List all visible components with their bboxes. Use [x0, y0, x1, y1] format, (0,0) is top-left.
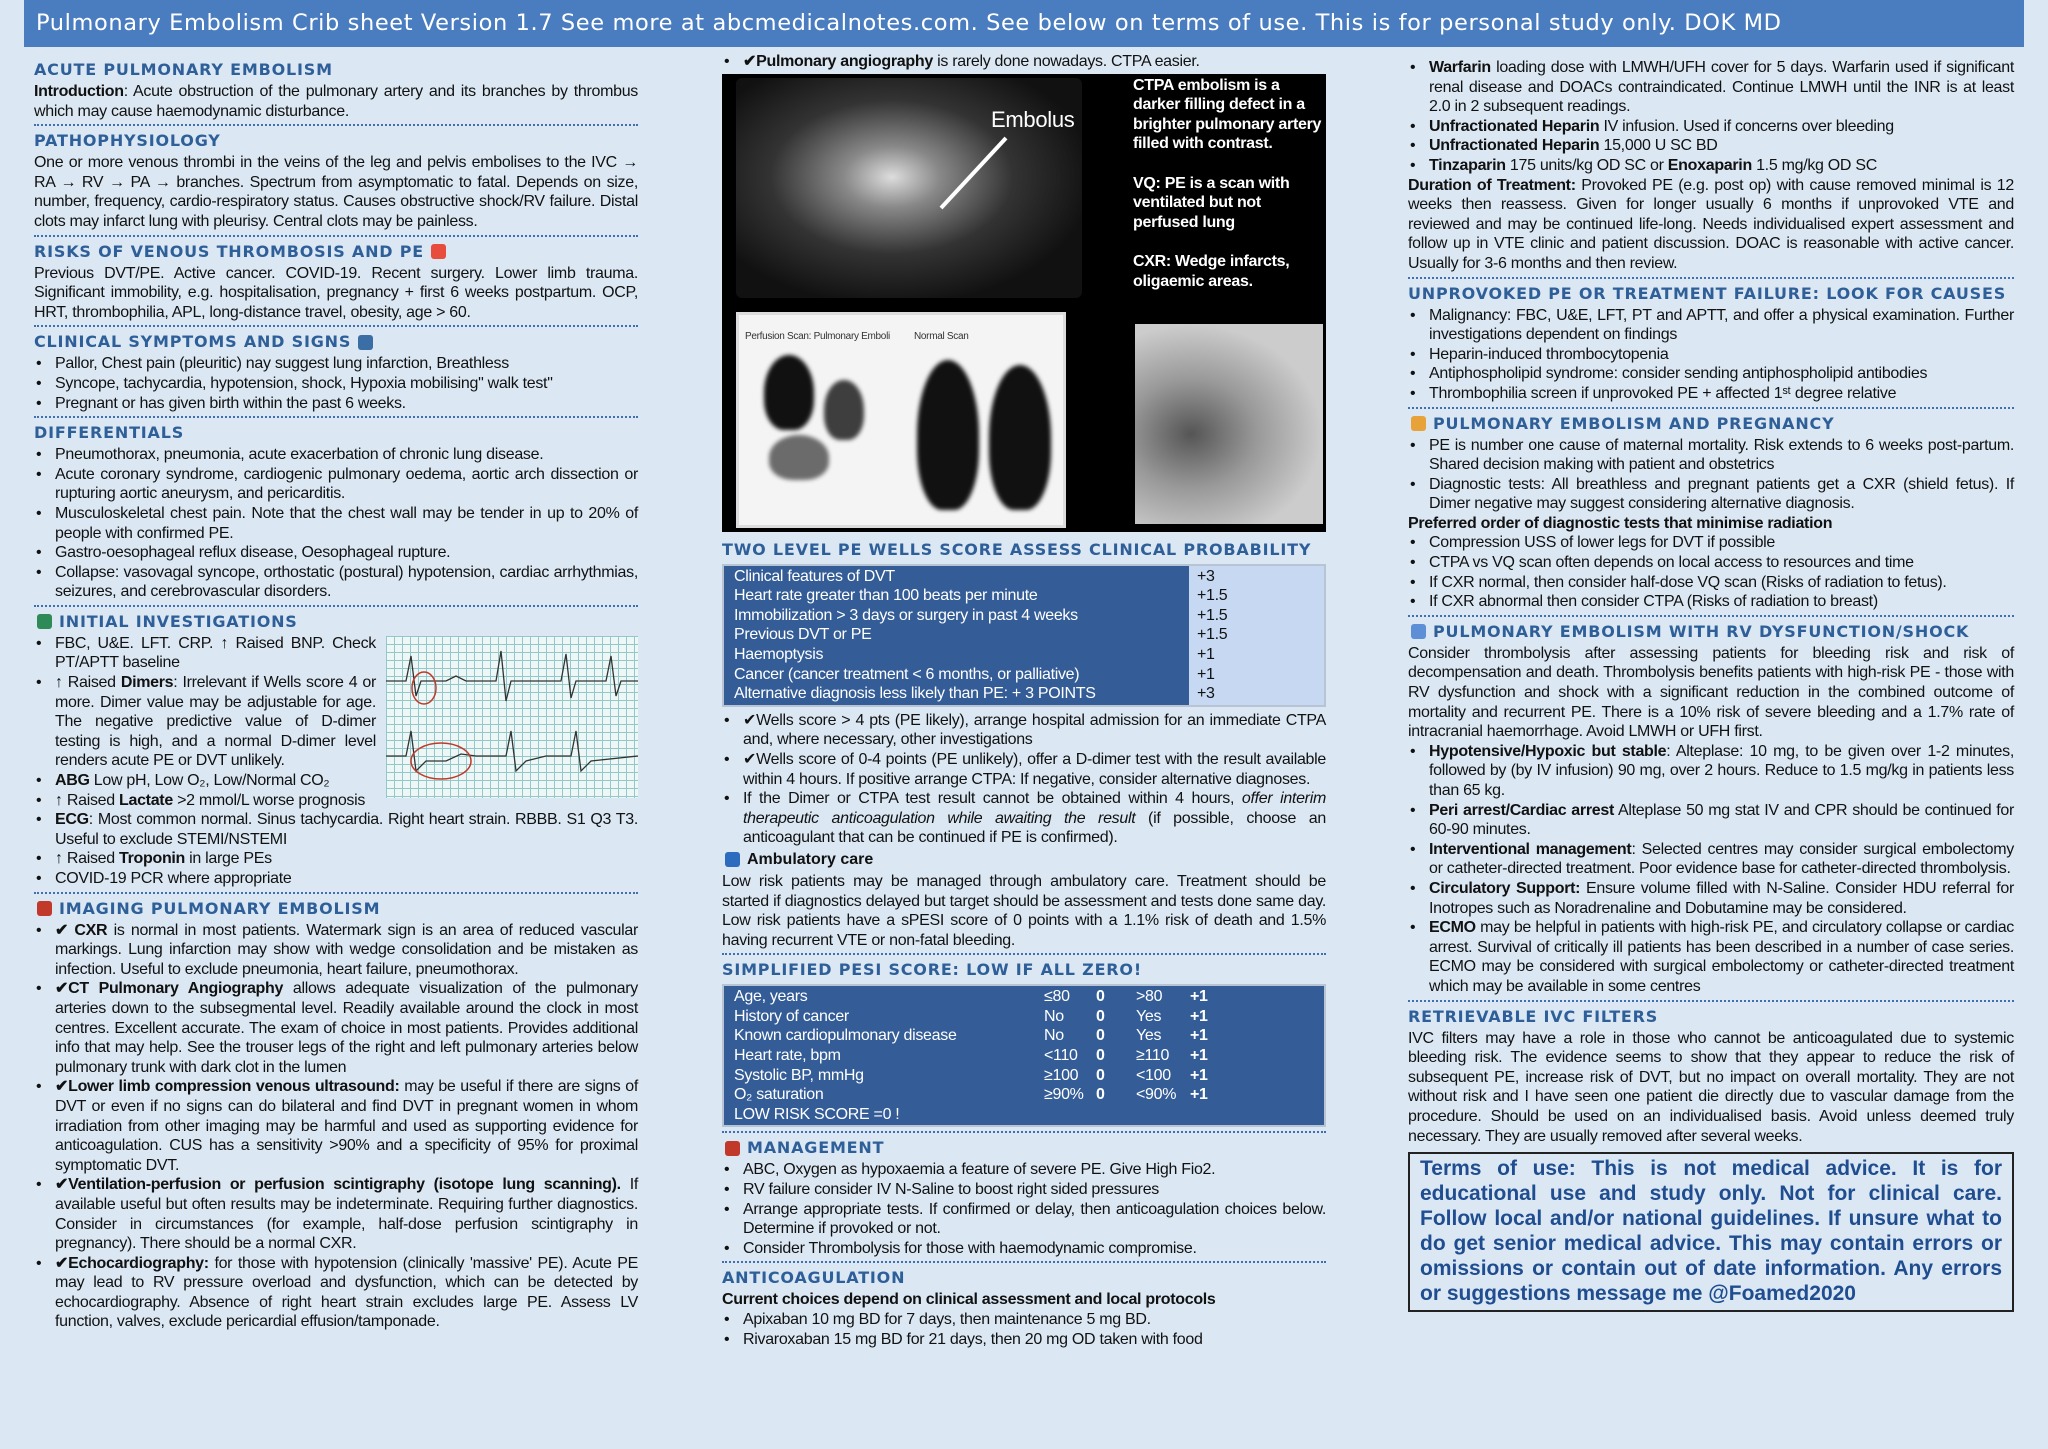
section-title: PULMONARY EMBOLISM AND PREGNANCY — [1433, 413, 1835, 433]
text-segment: COVID-19 PCR where appropriate — [55, 870, 292, 887]
wells-criterion: Haemoptysis — [734, 645, 824, 663]
section — [34, 892, 638, 1332]
test-tube-icon — [37, 614, 52, 629]
section — [1408, 407, 2014, 612]
section — [34, 325, 638, 413]
spesi-values — [1044, 1046, 1316, 1066]
section — [1408, 55, 2014, 274]
spesi-cell: ≥90% — [1044, 1086, 1084, 1104]
text-segment: >2 mmol/L worse prognosis — [172, 791, 366, 809]
text-segment: Consider thrombolysis after assessing patients for bleeding risk and risk of decompensation and death. Thrombolysis benefits patients with high-risk PE - those with RV dysfunction and shock with a significant reduction in the combined outcome of mortality and recurrent PE. There is a 10% risk of severe bleeding and a 1.7% rate of intracranial haemorrhage. Avoid LMWH or UFH first. — [1408, 644, 2014, 741]
text-segment: ✔Pulmonary angiography — [743, 53, 933, 70]
ambulatory-text: Low risk patients may be managed through ambulatory care. Treatment should be started if diagnostics delayed but target should be assessment and tests done same day. Low risk patients have a sPESI score of 0 points with a 1.1% risk of death and 1.5% having recurrent VTE or non-fatal bleeding. — [722, 872, 1326, 949]
list-item — [1408, 879, 2014, 918]
text-segment: Pregnant or has given birth within the past 6 weeks. — [55, 394, 406, 412]
terms-of-use: Terms of use: This is not medical advice. It is for educational use and study only. Not for clinical care. Follow local and/or national guidelines. If unsure what to do get senior medical advice. This may contain errors or omissions or contain out of date information. Any errors or suggestions message me @Foamed2020 — [1408, 1152, 2014, 1312]
wells-criterion: Cancer (cancer treatment < 6 months, or palliative) — [734, 665, 1080, 683]
section — [1408, 1000, 2014, 1147]
list-item — [34, 1077, 638, 1175]
text-segment: PE is number one cause of maternal mortality. Risk extends to 6 weeks post-partum. Shared decision making with patient and obstetrics — [1429, 436, 2014, 474]
list-item — [34, 634, 638, 673]
list-item — [1408, 306, 2014, 345]
bed-icon — [725, 1141, 740, 1156]
wells-points: +1 — [1197, 665, 1215, 683]
anticoagulation-subheading: Current choices depend on clinical assessment and local protocols — [722, 1291, 1216, 1309]
paragraph — [34, 153, 638, 231]
text-segment: CTPA vs VQ scan often depends on local access to resources and time — [1429, 554, 1914, 572]
list-item — [1408, 384, 2014, 404]
text-segment: (if possible, choose an anticoagulant that can be continued if PE is confirmed). — [743, 809, 1326, 847]
text-segment: ✔Echocardiography: — [55, 1254, 209, 1272]
list-item — [34, 563, 638, 602]
list-item — [34, 1175, 638, 1253]
list-item — [1408, 573, 2014, 593]
angiography-list — [722, 52, 1326, 72]
pregnancy-icon — [1411, 416, 1426, 431]
list-item — [1408, 840, 2014, 879]
text-segment: Previous DVT/PE. Active cancer. COVID-19. Recent surgery. Lower limb trauma. Significant immobility, e.g. hospitalisation, pregnancy + first 6 weeks postpartum. OCP, HRT, thrombophilia, APL, long-distance travel, obesity, age > 60. — [34, 264, 638, 321]
wells-criterion: Clinical features of DVT — [734, 567, 895, 585]
list-item — [1408, 533, 2014, 553]
text-segment: Provoked PE (e.g. post op) with cause removed minimal is 12 weeks then reassess. Given for longer usually 6 months if unprovoked VTE and reviewed and may be continued life-long. Needs individualised expert assessment and follow up in VTE clinic and patient discussion. DOAC is reasonable with active cancer. Usually for 3-6 months and then review. — [1408, 176, 2014, 272]
list-item — [1408, 156, 2014, 176]
text-segment: ↑ Raised — [55, 850, 119, 868]
spesi-values — [1044, 1026, 1316, 1046]
management-list — [722, 1160, 1326, 1258]
text-segment: ↑ Raised — [55, 791, 119, 809]
text-segment: Collapse: vasovagal syncope, orthostatic (postural) hypotension, cardiac arrhythmias, seizures, and cerebrovascular disorders. — [55, 563, 638, 601]
spesi-cell: ≤80 — [1044, 988, 1070, 1006]
spesi-values — [1044, 1007, 1316, 1027]
list-item — [722, 750, 1326, 789]
spesi-criterion: History of cancer — [734, 1007, 849, 1025]
text-segment: Circulatory Support: — [1429, 879, 1581, 897]
text-segment: ✔Lower limb compression venous ultrasound: — [55, 1078, 400, 1096]
text-segment: Malignancy: FBC, U&E, LFT, PT and APTT, and offer a physical examination. Further investigations dependent on findings — [1429, 306, 2014, 344]
spesi-cell: +1 — [1190, 1027, 1208, 1045]
management-heading — [722, 1136, 1326, 1160]
section — [34, 55, 638, 121]
spesi-values — [1044, 1085, 1316, 1105]
text-segment: is normal in most patients. Watermark sign is an area of reduced vascular markings. Lung infarction may show with wedge consolidation and be mistaken as infection. Useful to exclude pneumonia, heart failure, pneumothorax. — [55, 921, 639, 978]
spesi-cell: 0 — [1096, 1086, 1105, 1104]
list-item — [722, 1160, 1326, 1180]
list-item — [34, 354, 638, 374]
section — [1408, 277, 2014, 404]
section-heading — [34, 58, 638, 82]
text-segment: Consider Thrombolysis for those with haemodynamic compromise. — [743, 1239, 1197, 1257]
text-segment: : Irrelevant if Wells score 4 or more. Dimer value may be adjustable for age. The negative predictive value of D-dimer testing is high, and a normal D-dimer level renders acute PE or DVT unlikely. — [55, 674, 376, 770]
text-segment: loading dose with LMWH/UFH cover for 5 days. Warfarin used if significant renal disease and DOACs contraindicated. Continue LMWH until the INR is at least 2.0 in 2 subsequent readings. — [1429, 59, 2014, 116]
text-segment: IVC filters may have a role in those who cannot be anticoagulated due to systemic bleeding risk. The evidence seems to show that they appear to reduce the risk of subsequent PE, increase risk of DVT, but no impact on overall mortality. They are not without risk and I have seen one patient die directly due to vascular damage from the procedure. Should be used on an individualised basis. Avoid unless deemed truly necessary. They are usually removed after several weeks. — [1408, 1029, 2014, 1145]
text-segment: Unfractionated Heparin — [1429, 117, 1600, 135]
ctpa-image — [736, 78, 1082, 298]
spesi-cell: No — [1044, 1007, 1064, 1025]
section-heading — [1408, 412, 2014, 436]
text-segment: If CXR abnormal then consider CTPA (Risks of radiation to breast) — [1429, 593, 1878, 611]
text-segment: Enoxaparin — [1667, 156, 1752, 174]
page-title: Pulmonary Embolism Crib sheet Version 1.7 See more at abcmedicalnotes.com. See below on terms of use. This is for personal study only. DOK MD — [24, 0, 2024, 47]
anticoagulation-heading: ANTICOAGULATION — [722, 1268, 906, 1288]
spesi-cell: 0 — [1096, 1027, 1105, 1045]
wells-table — [722, 564, 1326, 707]
subheading: Preferred order of diagnostic tests that minimise radiation — [1408, 514, 1833, 532]
text-segment: allows adequate visualization of the pulmonary arteries down to the subsegmental level. Readily available around the clock in most centres. Excellent accurate. The exam of choice in most patients. Provides additional info that may help. See the trouser legs of the right and left pulmonary arteries below pulmonary trunk with dark clot in the lumen — [55, 980, 638, 1076]
list-item — [1408, 918, 2014, 996]
text-segment: Duration of Treatment: — [1408, 176, 1576, 194]
section-title: IMAGING PULMONARY EMBOLISM — [59, 898, 381, 918]
text-segment: ✔ CXR — [55, 921, 108, 939]
section-title: UNPROVOKED PE OR TREATMENT FAILURE: LOOK FOR CAUSES — [1408, 283, 2007, 303]
spesi-criterion: Systolic BP, mmHg — [734, 1066, 864, 1084]
list-item — [34, 543, 638, 563]
anticoagulation-section — [722, 1261, 1326, 1349]
spesi-cell: 0 — [1096, 1047, 1105, 1065]
text-segment: ✔CT Pulmonary Angiography — [55, 980, 284, 998]
wells-points: +1.5 — [1197, 626, 1228, 644]
paragraph — [1408, 1029, 2014, 1147]
text-segment: Gastro-oesophageal reflux disease, Oesophageal rupture. — [55, 544, 451, 562]
spesi-criterion: Known cardiopulmonary disease — [734, 1027, 957, 1045]
list-item — [34, 465, 638, 504]
section-heading — [1408, 620, 2014, 644]
list-item — [34, 673, 638, 771]
spesi-table — [722, 984, 1326, 1127]
spesi-cell: >80 — [1136, 988, 1163, 1006]
list-item — [34, 504, 638, 543]
wells-points: +1 — [1197, 645, 1215, 663]
list-item — [34, 791, 638, 811]
list-item — [34, 849, 638, 869]
text-segment: Pneumothorax, pneumonia, acute exacerbation of chronic lung disease. — [55, 446, 544, 464]
text-segment: Syncope, tachycardia, hypotension, shock, Hypoxia mobilising" walk test" — [55, 374, 553, 392]
section-heading — [34, 240, 638, 264]
vq-normal-label: Normal Scan — [914, 330, 969, 342]
text-segment: Warfarin — [1429, 59, 1491, 76]
column-left — [34, 52, 638, 1332]
column-middle — [722, 52, 1326, 1349]
list-item — [34, 771, 638, 791]
spesi-heading: SIMPLIFIED PESI SCORE: LOW IF ALL ZERO! — [722, 960, 1142, 980]
list-item — [34, 979, 638, 1077]
text-segment: in large PEs — [185, 850, 272, 868]
imaging-figure — [722, 74, 1326, 532]
text-segment: ↑ Raised — [55, 674, 121, 692]
section-title: DIFFERENTIALS — [34, 423, 185, 443]
text-segment: Compression USS of lower legs for DVT if possible — [1429, 534, 1776, 552]
section-heading — [1408, 1005, 2014, 1029]
section-heading — [34, 129, 638, 153]
spesi-criterion: LOW RISK SCORE =0 ! — [734, 1105, 900, 1123]
list-item — [722, 789, 1326, 848]
spesi-cell: <90% — [1136, 1086, 1177, 1104]
cxr-caption: CXR: Wedge infarcts, oligaemic areas. — [1133, 252, 1290, 290]
section-heading — [34, 421, 638, 445]
text-segment: Acute coronary syndrome, cardiogenic pulmonary oedema, aortic arch dissection or rupturing aortic aneurysm, and pericarditis. — [55, 465, 638, 503]
text-segment: Troponin — [119, 850, 186, 868]
spesi-values — [1044, 987, 1316, 1007]
section — [34, 605, 638, 889]
text-segment: : Acute obstruction of the pulmonary artery and its branches by thrombus which may cause haemodynamic disturbance. — [34, 83, 638, 120]
list-item — [34, 810, 638, 849]
spesi-cell: 0 — [1096, 1007, 1105, 1025]
text-segment: Low pH, Low O₂, Low/Normal CO₂ — [89, 772, 330, 790]
list-item — [722, 711, 1326, 750]
list-item — [1408, 801, 2014, 840]
text-segment: Diagnostic tests: All breathless and pregnant patients get a CXR (shield fetus). If Dimer negative may suggest considering alternative diagnosis. — [1429, 475, 2014, 513]
spesi-cell: Yes — [1136, 1007, 1162, 1025]
paragraph — [1408, 176, 2014, 274]
anticoagulation-list — [722, 1310, 1326, 1349]
text-segment: RV failure consider IV N-Saline to boost right sided pressures — [743, 1181, 1159, 1199]
management-section — [722, 1131, 1326, 1258]
text-segment: Hypotensive/Hypoxic but stable — [1429, 742, 1667, 760]
wells-points: +1.5 — [1197, 587, 1228, 605]
section — [1408, 615, 2014, 997]
spesi-values — [1044, 1105, 1316, 1125]
spesi-cell: +1 — [1190, 1047, 1208, 1065]
section-title: ACUTE PULMONARY EMBOLISM — [34, 60, 333, 79]
list-item — [1408, 553, 2014, 573]
spesi-cell: 0 — [1096, 988, 1105, 1006]
list-item — [722, 1200, 1326, 1239]
list-item — [722, 1180, 1326, 1200]
spesi-cell: +1 — [1190, 1066, 1208, 1084]
text-segment: ECG — [55, 811, 89, 829]
stethoscope-icon — [358, 335, 373, 350]
text-segment: Apixaban 10 mg BD for 7 days, then maintenance 5 mg BD. — [743, 1311, 1151, 1328]
wells-guidance-list — [722, 711, 1326, 848]
text-segment: 175 units/kg OD SC or — [1505, 156, 1668, 174]
text-segment: : Most common normal. Sinus tachycardia. Right heart strain. RBBB. S1 Q3 T3. Useful to exclude STEMI/NSTEMI — [55, 811, 638, 848]
spesi-cell: ≥110 — [1136, 1047, 1170, 1065]
text-segment: If CXR normal, then consider half-dose VQ scan (Risks of radiation to fetus). — [1429, 573, 1947, 591]
section-title: INITIAL INVESTIGATIONS — [59, 611, 298, 631]
text-segment: Thrombophilia screen if unprovoked PE + affected 1ˢᵗ degree relative — [1429, 384, 1897, 402]
spesi-criterion: Heart rate, bpm — [734, 1047, 841, 1065]
wells-criterion: Alternative diagnosis less likely than PE: + 3 POINTS — [734, 685, 1096, 703]
text-segment: Heparin-induced thrombocytopenia — [1429, 345, 1669, 363]
text-segment: Tinzaparin — [1429, 156, 1506, 174]
spesi-cell: <110 — [1044, 1047, 1078, 1065]
wells-criterion: Heart rate greater than 100 beats per minute — [734, 587, 1038, 605]
scan-icon — [37, 901, 52, 916]
text-segment: FBC, U&E. LFT. CRP. ↑ Raised BNP. Check PT/APTT baseline — [55, 634, 376, 672]
list-item — [1408, 364, 2014, 384]
section-heading — [34, 897, 638, 921]
text-segment: : Alteplase: 10 mg, to be given over 1-2 minutes, followed by (by IV infusion) 90 mg, over 2 hours. Reduce to 1.5 mg/kg in patients less than 65 kg. — [1429, 742, 2014, 799]
wells-points: +3 — [1197, 685, 1215, 703]
wells-points: +3 — [1197, 567, 1215, 585]
text-segment: for those with hypotension (clinically 'massive' PE). Acute PE may lead to RV pressure overload and dysfunction, which can be detected by echocardiography. Absence of right heart strain excludes large PE. Assess LV function, valves, exclude pericardial effusion/tamponade. — [55, 1254, 638, 1331]
text-segment: One or more venous thrombi in the veins of the leg and pelvis embolises to the IVC → RA → RV → PA → branches. Spectrum from asymptomatic to fatal. Depends on size, number, frequency, cardio-respiratory status. Causes obstructive shock/RV failure. Distal clots may infarct lung with pleurisy. Central clots may be painless. — [34, 154, 638, 230]
section-title: PATHOPHYSIOLOGY — [34, 131, 221, 151]
wells-criterion: Immobilization > 3 days or surgery in past 4 weeks — [734, 606, 1078, 624]
text-segment: ABC, Oxygen as hypoxaemia a feature of severe PE. Give High Fio2. — [743, 1161, 1216, 1179]
text-segment: Lactate — [119, 791, 173, 809]
text-segment: ✔Wells score > 4 pts (PE likely), arrange hospital admission for an immediate CTPA and, where necessary, other investigations — [743, 711, 1326, 749]
text-segment: Unfractionated Heparin — [1429, 137, 1600, 155]
embolus-label: Embolus — [991, 106, 1075, 132]
section — [34, 124, 638, 231]
list-item — [34, 869, 638, 889]
text-segment: Introduction — [34, 83, 124, 100]
spesi-cell: +1 — [1190, 1007, 1208, 1025]
text-segment: ✔Wells score of 0-4 points (PE unlikely), offer a D-dimer test with the result available within 4 hours. If positive arrange CTPA: If negative, consider alternative diagnoses. — [743, 750, 1326, 788]
imaging-caption — [1133, 76, 1323, 292]
text-segment: may be useful if there are signs of DVT or even if no signs can do bilateral and find DVT in pregnant women in whom irradiation from other imaging may be harmful and used as supporting evidence for anticoagulation. CUS has a sensitivity >90% and a specificity of 95% for proximal symptomatic DVT. — [55, 1078, 638, 1174]
ambulatory-title: Ambulatory care — [747, 850, 874, 868]
spesi-section — [722, 953, 1326, 1127]
spesi-criterion: O₂ saturation — [734, 1086, 824, 1104]
list-item — [1408, 742, 2014, 801]
text-segment: : Selected centres may consider surgical embolectomy or catheter-directed treatment. Poor evidence base for catheter-directed thrombolysis. — [1429, 840, 2014, 878]
text-segment: ECMO — [1429, 919, 1476, 937]
spesi-cell: No — [1044, 1027, 1064, 1045]
paragraph — [34, 264, 638, 323]
text-segment: Rivaroxaban 15 mg BD for 21 days, then 20 mg OD taken with food — [743, 1330, 1203, 1348]
text-segment: Alteplase 50 mg stat IV and CPR should be continued for 60-90 minutes. — [1429, 801, 2014, 839]
vq-perfusion-label: Perfusion Scan: Pulmonary Emboli — [745, 330, 890, 342]
text-segment: Antiphospholipid syndrome: consider sending antiphospholipid antibodies — [1429, 365, 1928, 383]
wells-heading: TWO LEVEL PE WELLS SCORE ASSESS CLINICAL PROBABILITY — [722, 539, 1312, 559]
section-heading — [34, 610, 638, 634]
section — [34, 416, 638, 602]
list-item — [1408, 436, 2014, 475]
list-item — [34, 445, 638, 465]
text-segment: IV infusion. Used if concerns over bleeding — [1599, 117, 1894, 135]
list-item — [34, 374, 638, 394]
text-segment: Musculoskeletal chest pain. Note that the chest wall may be tender in up to 20% of people with confirmed PE. — [55, 504, 638, 542]
list-item — [34, 921, 638, 980]
vq-caption: VQ: PE is a scan with ventilated but not perfused lung — [1133, 174, 1290, 231]
list-item — [1408, 117, 2014, 137]
text-segment: is rarely done nowadays. CTPA easier. — [932, 53, 1200, 70]
list-item — [1408, 592, 2014, 612]
wells-criterion: Previous DVT or PE — [734, 626, 872, 644]
spesi-values — [1044, 1066, 1316, 1086]
chest-xray-image — [1135, 324, 1323, 524]
spesi-cell: +1 — [1190, 1086, 1208, 1104]
section-title: CLINICAL SYMPTOMS AND SIGNS — [34, 332, 352, 352]
text-segment: ABG — [55, 772, 90, 790]
text-segment: ✔Ventilation-perfusion or perfusion scintigraphy (isotope lung scanning). — [55, 1176, 621, 1194]
text-segment: Peri arrest/Cardiac arrest — [1429, 801, 1614, 819]
alarm-face-icon — [1411, 624, 1426, 639]
list-item — [1408, 58, 2014, 117]
paragraph — [1408, 644, 2014, 742]
section-heading — [1408, 282, 2014, 306]
ambulance-icon — [725, 852, 740, 867]
list-item — [1408, 475, 2014, 514]
column-right — [1408, 52, 2014, 1312]
chart-icon — [431, 244, 446, 259]
list-item — [34, 394, 638, 414]
list-item — [1408, 136, 2014, 156]
text-segment: If available useful but often results may be indeterminate. Requiring further diagnostics. Consider in circumstances (for example, half-dose perfusion scintigraphy in pregnancy). There should be a normal CXR. — [55, 1176, 638, 1253]
list-item — [722, 52, 1326, 72]
text-segment: offer interim therapeutic anticoagulation while awaiting the result — [743, 790, 1326, 827]
text-segment: 1.5 mg/kg OD SC — [1751, 156, 1877, 174]
section — [34, 235, 638, 323]
text-segment: If the Dimer or CTPA test result cannot be obtained within 4 hours, — [743, 790, 1242, 808]
list-item — [34, 1254, 638, 1332]
text-segment: Ensure volume filled with N-Saline. Consider HDU referral for Inotropes such as Noradrenaline and Dobutamine may be considered. — [1429, 879, 2014, 917]
list-item — [722, 1310, 1326, 1330]
text-segment: Arrange appropriate tests. If confirmed or delay, then anticoagulation choices below. Determine if provoked or not. — [743, 1200, 1326, 1238]
spesi-cell: ≥100 — [1044, 1066, 1079, 1084]
section-heading — [34, 330, 638, 354]
section-title: RETRIEVABLE IVC FILTERS — [1408, 1006, 1659, 1026]
spesi-cell: 0 — [1096, 1066, 1105, 1084]
section-title: RISKS OF VENOUS THROMBOSIS AND PE — [34, 241, 424, 261]
ambulatory-heading — [722, 848, 1326, 872]
spesi-criterion: Age, years — [734, 988, 808, 1006]
list-item — [1408, 345, 2014, 365]
text-segment: Pallor, Chest pain (pleuritic) nay suggest lung infarction, Breathless — [55, 355, 509, 373]
wells-section — [722, 535, 1326, 848]
vq-scan-image — [736, 312, 1066, 528]
text-segment: Dimers — [120, 674, 174, 692]
spesi-cell: +1 — [1190, 988, 1208, 1006]
list-item — [722, 1330, 1326, 1350]
text-segment: 15,000 U SC BD — [1599, 137, 1718, 155]
text-segment: may be helpful in patients with high-risk PE, and circulatory collapse or cardiac arrest. Survival of critically ill patients has been described in a number of case series. ECMO may be considered with surgical embolectomy or catheter-directed treatment which may be available in some centres — [1429, 919, 2014, 995]
paragraph — [34, 82, 638, 121]
text-segment: Interventional management — [1429, 840, 1632, 858]
management-title: MANAGEMENT — [747, 1138, 885, 1158]
section-title: PULMONARY EMBOLISM WITH RV DYSFUNCTION/SHOCK — [1433, 621, 1970, 641]
ctpa-caption: CTPA embolism is a darker filling defect in a brighter pulmonary artery filled with contrast. — [1133, 76, 1322, 153]
wells-points: +1.5 — [1197, 606, 1228, 624]
spesi-cell: Yes — [1136, 1027, 1162, 1045]
spesi-cell: <100 — [1136, 1066, 1171, 1084]
list-item — [722, 1239, 1326, 1259]
